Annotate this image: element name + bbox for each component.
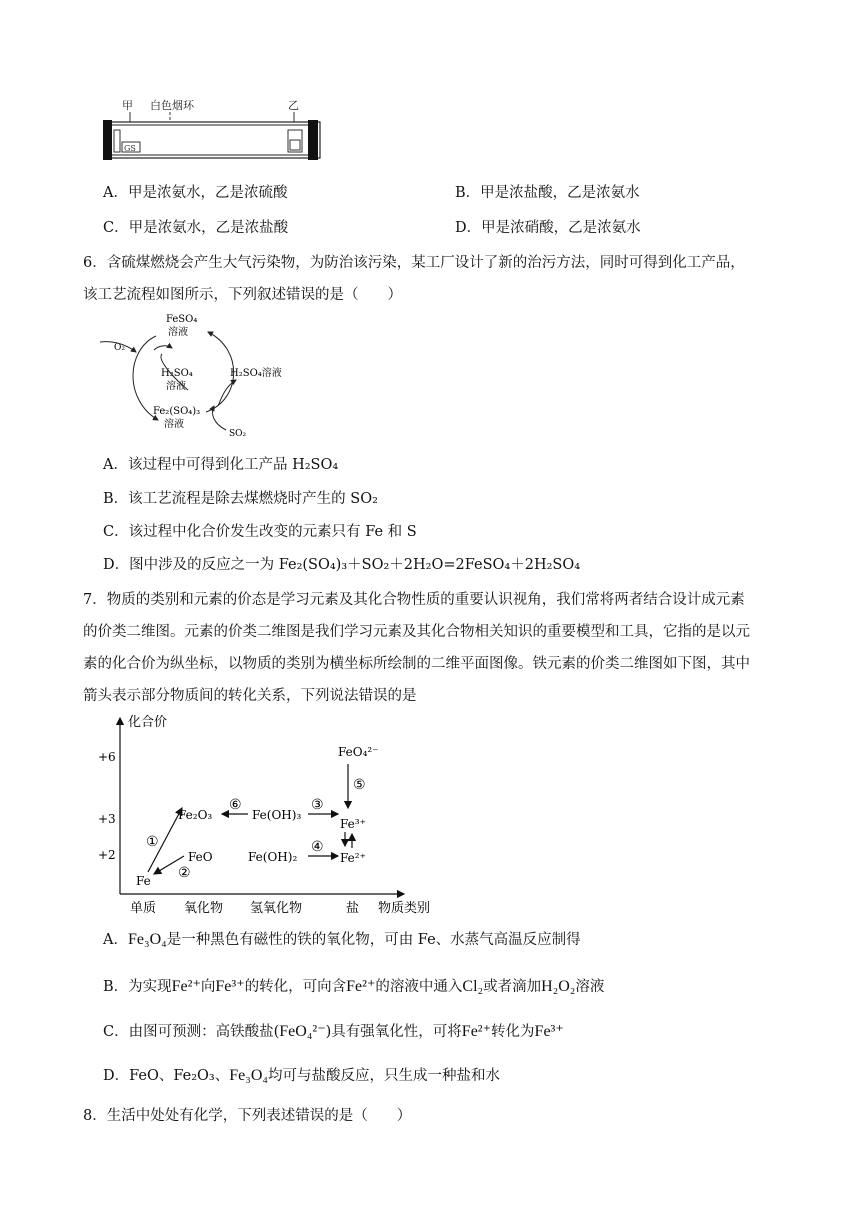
tube-label-yi: 乙 xyxy=(288,99,299,112)
q7-option-d-text: 均可与盐酸反应，只生成一种盐和水 xyxy=(267,1068,500,1084)
q7-option-a-prefix: A． xyxy=(103,932,128,948)
q7-stem-line-1: 7．物质的类别和元素的价态是学习元素及其化合物性质的重要认识视角，我们常将两者结合设计成元素 xyxy=(83,592,745,608)
y-axis-title: 化合价 xyxy=(128,715,168,730)
arrow-label-6: ⑥ xyxy=(229,797,242,813)
q7-option-c-formula-3: Fe³⁺ xyxy=(534,1023,564,1040)
label-feso4: FeSO₄ xyxy=(166,314,198,325)
label-fe2so43-sol: 溶液 xyxy=(164,419,184,430)
y-tick-6: +6 xyxy=(98,750,116,764)
tube-label-ring: 白色烟环 xyxy=(150,99,194,112)
arrow-label-4: ④ xyxy=(311,839,324,855)
q7-option-c-formula-1: FeO₄²⁻ xyxy=(279,1023,326,1040)
x-tick-oxide: 氧化物 xyxy=(184,901,224,916)
q7-option-b-text-2: 的转化，可向含 xyxy=(244,979,347,995)
q6-option-b: B．该工艺流程是除去煤燃烧时产生的 SO₂ xyxy=(103,491,378,507)
q7-option-d-prefix: D．FeO、Fe₂O₃、 xyxy=(103,1068,230,1084)
q7-option-d-formula: Fe₃O₄ xyxy=(229,1067,268,1084)
q5-option-b: B．甲是浓盐酸，乙是浓氨水 xyxy=(455,185,640,201)
q7-option-b-formula-5: H₂O₂ xyxy=(541,978,576,995)
q7-option-c-prefix: C．由图可预测：高铁酸盐( xyxy=(103,1024,280,1040)
label-h2so4-mid: H₂SO₄ xyxy=(161,368,193,379)
q7-option-b-text-4: 或者滴加 xyxy=(483,979,542,995)
q7-option-a-text: 是一种黑色有磁性的铁的氧化物，可由 Fe、水蒸气高温反应制得 xyxy=(166,932,581,948)
q7-option-d xyxy=(103,1064,500,1085)
label-so2: SO₂ xyxy=(229,429,247,439)
q7-stem-line-3: 素的化合价为纵坐标，以物质的类别为横坐标所绘制的二维平面图像。铁元素的价类二维图如下图，其中 xyxy=(83,656,750,672)
label-fe2so43: Fe₂(SO₄)₃ xyxy=(153,406,201,417)
species-feoh2: Fe(OH)₂ xyxy=(248,850,298,864)
arrow-label-3: ③ xyxy=(311,797,324,813)
q7-option-b-prefix: B．为实现 xyxy=(103,979,172,995)
x-tick-salt: 盐 xyxy=(346,901,360,916)
tube-label-jia: 甲 xyxy=(122,99,133,112)
q7-option-b-text-5: 溶液 xyxy=(575,979,605,995)
q7-option-b-formula-2: Fe³⁺ xyxy=(215,978,245,995)
q7-option-c-formula-2: Fe²⁺ xyxy=(461,1023,492,1040)
species-feo: FeO xyxy=(188,850,213,864)
species-fe2: Fe²⁺ xyxy=(340,851,366,865)
q8-stem: 8．生活中处处有化学，下列表述错误的是（ ） xyxy=(83,1108,412,1124)
q7-option-b-text-3: 的溶液中通入 xyxy=(375,979,463,995)
svg-text:GS: GS xyxy=(124,144,136,153)
q7-option-a-formula: Fe₃O₄ xyxy=(127,931,167,948)
y-tick-3: +3 xyxy=(98,812,116,826)
q7-option-b-formula-3: Fe²⁺ xyxy=(346,978,376,995)
q6-stem-line-2: 该工艺流程如图所示，下列叙述错误的是（ ） xyxy=(83,287,402,303)
label-o2: O₂ xyxy=(114,343,125,353)
q6-option-d: D．图中涉及的反应之一为 Fe₂(SO₄)₃＋SO₂＋2H₂O=2FeSO₄＋2H₂SO₄ xyxy=(103,557,581,573)
q6-option-a: A．该过程中可得到化工产品 H₂SO₄ xyxy=(103,457,339,473)
arrow-label-2: ② xyxy=(178,865,191,881)
arrow-label-1: ① xyxy=(146,834,159,850)
x-tick-hydroxide: 氢氧化物 xyxy=(250,901,303,916)
q7-chart-svg xyxy=(98,710,448,918)
q7-option-b-formula-4: Cl₂ xyxy=(462,978,484,995)
q7-valence-class-diagram xyxy=(98,710,448,918)
label-feso4-sol: 溶液 xyxy=(168,327,188,338)
species-fe3: Fe³⁺ xyxy=(340,817,366,831)
tube-figure xyxy=(100,92,330,167)
q6-option-c: C．该过程中化合价发生改变的元素只有 Fe 和 S xyxy=(103,524,417,540)
q7-stem-line-4: 箭头表示部分物质间的转化关系，下列说法错误的是 xyxy=(83,688,417,704)
q6-cycle-figure xyxy=(96,310,296,442)
y-tick-2: +2 xyxy=(98,848,116,862)
species-feoh3: Fe(OH)₃ xyxy=(252,808,302,822)
q6-stem-line-1: 6．含硫煤燃烧会产生大气污染物，为防治该污染，某工厂设计了新的治污方法，同时可得到化工产品， xyxy=(83,255,745,271)
q5-option-a: A．甲是浓氨水，乙是浓硫酸 xyxy=(103,185,288,201)
q7-option-a xyxy=(103,928,581,949)
tube-diagram xyxy=(100,92,330,167)
q7-option-b-formula-1: Fe²⁺ xyxy=(171,978,201,995)
label-h2so4-mid-sol: 溶液 xyxy=(166,381,186,392)
x-axis-title: 物质类别 xyxy=(378,901,431,916)
species-fe: Fe xyxy=(136,874,151,888)
species-feo4: FeO₄²⁻ xyxy=(338,745,379,759)
q5-option-c: C．甲是浓氨水，乙是浓盐酸 xyxy=(103,220,289,236)
q7-option-c-text-2: 转化为 xyxy=(491,1024,535,1040)
q7-option-b xyxy=(103,975,604,996)
q7-option-c xyxy=(103,1020,564,1041)
q6-cycle-diagram xyxy=(96,310,296,442)
q5-option-d: D．甲是浓硝酸，乙是浓氨水 xyxy=(455,220,641,236)
x-tick-element: 单质 xyxy=(130,901,157,916)
species-fe2o3: Fe₂O₃ xyxy=(178,808,213,822)
q7-option-c-text-1: )具有强氧化性，可将 xyxy=(325,1024,462,1040)
label-h2so4-out: H₂SO₄溶液 xyxy=(230,368,282,379)
q7-stem-line-2: 的价类二维图。元素的价类二维图是我们学习元素及其化合物相关知识的重要模型和工具，它指的是以元 xyxy=(83,624,750,640)
q7-option-b-text-1: 向 xyxy=(200,979,216,995)
arrow-label-5: ⑤ xyxy=(353,777,366,793)
